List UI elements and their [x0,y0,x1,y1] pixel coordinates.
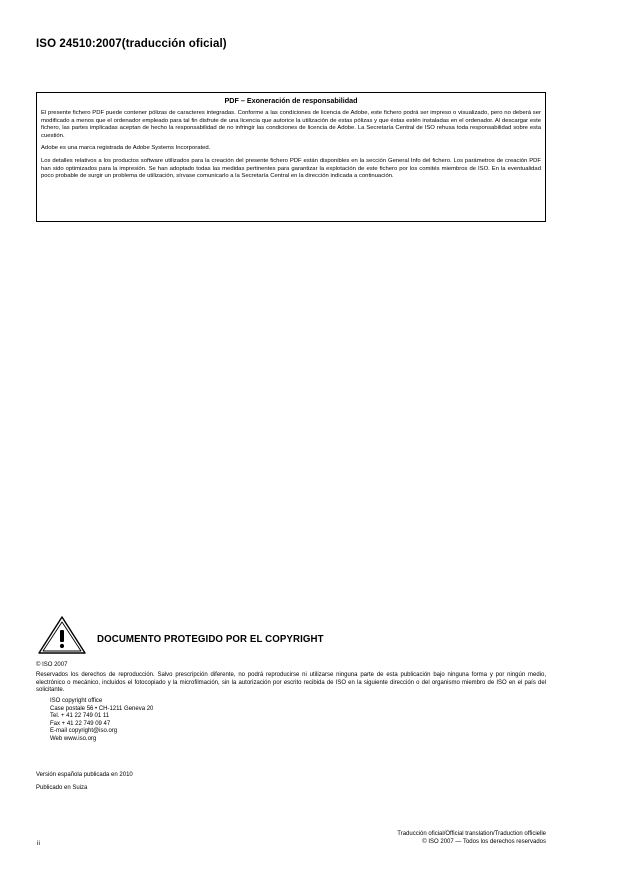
copyright-heading: DOCUMENTO PROTEGIDO POR EL COPYRIGHT [97,634,324,645]
address-postal: Case postale 56 • CH-1211 Geneva 20 [50,705,154,712]
address-email: E-mail copyright@iso.org [50,728,118,735]
iso-address-block [50,698,153,744]
copyright-notice: © ISO 2007 [36,662,68,668]
address-phone: Tel. + 41 22 749 01 11 [50,713,110,720]
published-in: Publicado en Suiza [36,785,88,791]
footer-rights-line: © ISO 2007 — Todos los derechos reservados [422,839,546,846]
edition-note: Versión española publicada en 2010 [36,772,133,778]
disclaimer-paragraph-3: Los detalles relativos a los productos software utilizados para la creación del presente fichero PDF están disponibles en la sección General Info del fichero. Los parámetros de creación PDF han sido optimizados para la impresión. Se han adoptado todas las medidas pertinentes para garantizar la explotación de este fichero por los comités miembros de ISO. En la eventualidad poco probable de surgir un problema de utilización, sírvase comunicarlo a la Secretaría Central en la dirección indicada a continuación. [41,157,541,180]
disclaimer-box [36,92,546,222]
page-number: ii [37,840,40,847]
address-office: ISO copyright office [50,698,103,704]
page-title: ISO 24510:2007(traducción oficial) [36,38,227,50]
address-fax: Fax + 41 22 749 09 47 [50,720,111,727]
address-web: Web www.iso.org [50,735,97,742]
disclaimer-paragraph-1: El presente fichero PDF puede contener pólizas de caracteres integradas. Conforme a las condiciones de licencia de Adobe, este fichero podrá ser impreso o visualizado, pero no deberá ser modificado a menos que el ordenador empleado para tal fin disfrute de una licencia que autorice la utilización de estas pólizas y que éstas estén instaladas en el ordenador. Al descargar este fichero, las partes implicadas aceptan de hecho la responsabilidad de no infringir las condiciones de licencia de Adobe. La Secretaría Central de ISO rehusa toda responsabilidad sobre esta cuestión. [41,110,541,139]
disclaimer-title: PDF – Exoneración de responsabilidad [224,96,358,105]
warning-triangle-icon [37,615,87,655]
translation-note: Traducción oficial/Official translation/Traduction officielle [397,831,546,837]
rights-paragraph: Reservados los derechos de reproducción. Salvo prescripción diferente, no podrá reproducirse ni utilizarse ninguna parte de esta publicación bajo ninguna forma y por ningún medio, electrónico o mecánico, incluidos el fotocopiado y la microfilmación, sin la autorización por escrito recibida de ISO en la siguiente dirección o del organismo miembro de ISO en el país del solicitante. [36,672,546,694]
disclaimer-paragraph-2: Adobe es una marca registrada de Adobe Systems Incorporated. [41,145,211,152]
footer-right [397,830,546,847]
